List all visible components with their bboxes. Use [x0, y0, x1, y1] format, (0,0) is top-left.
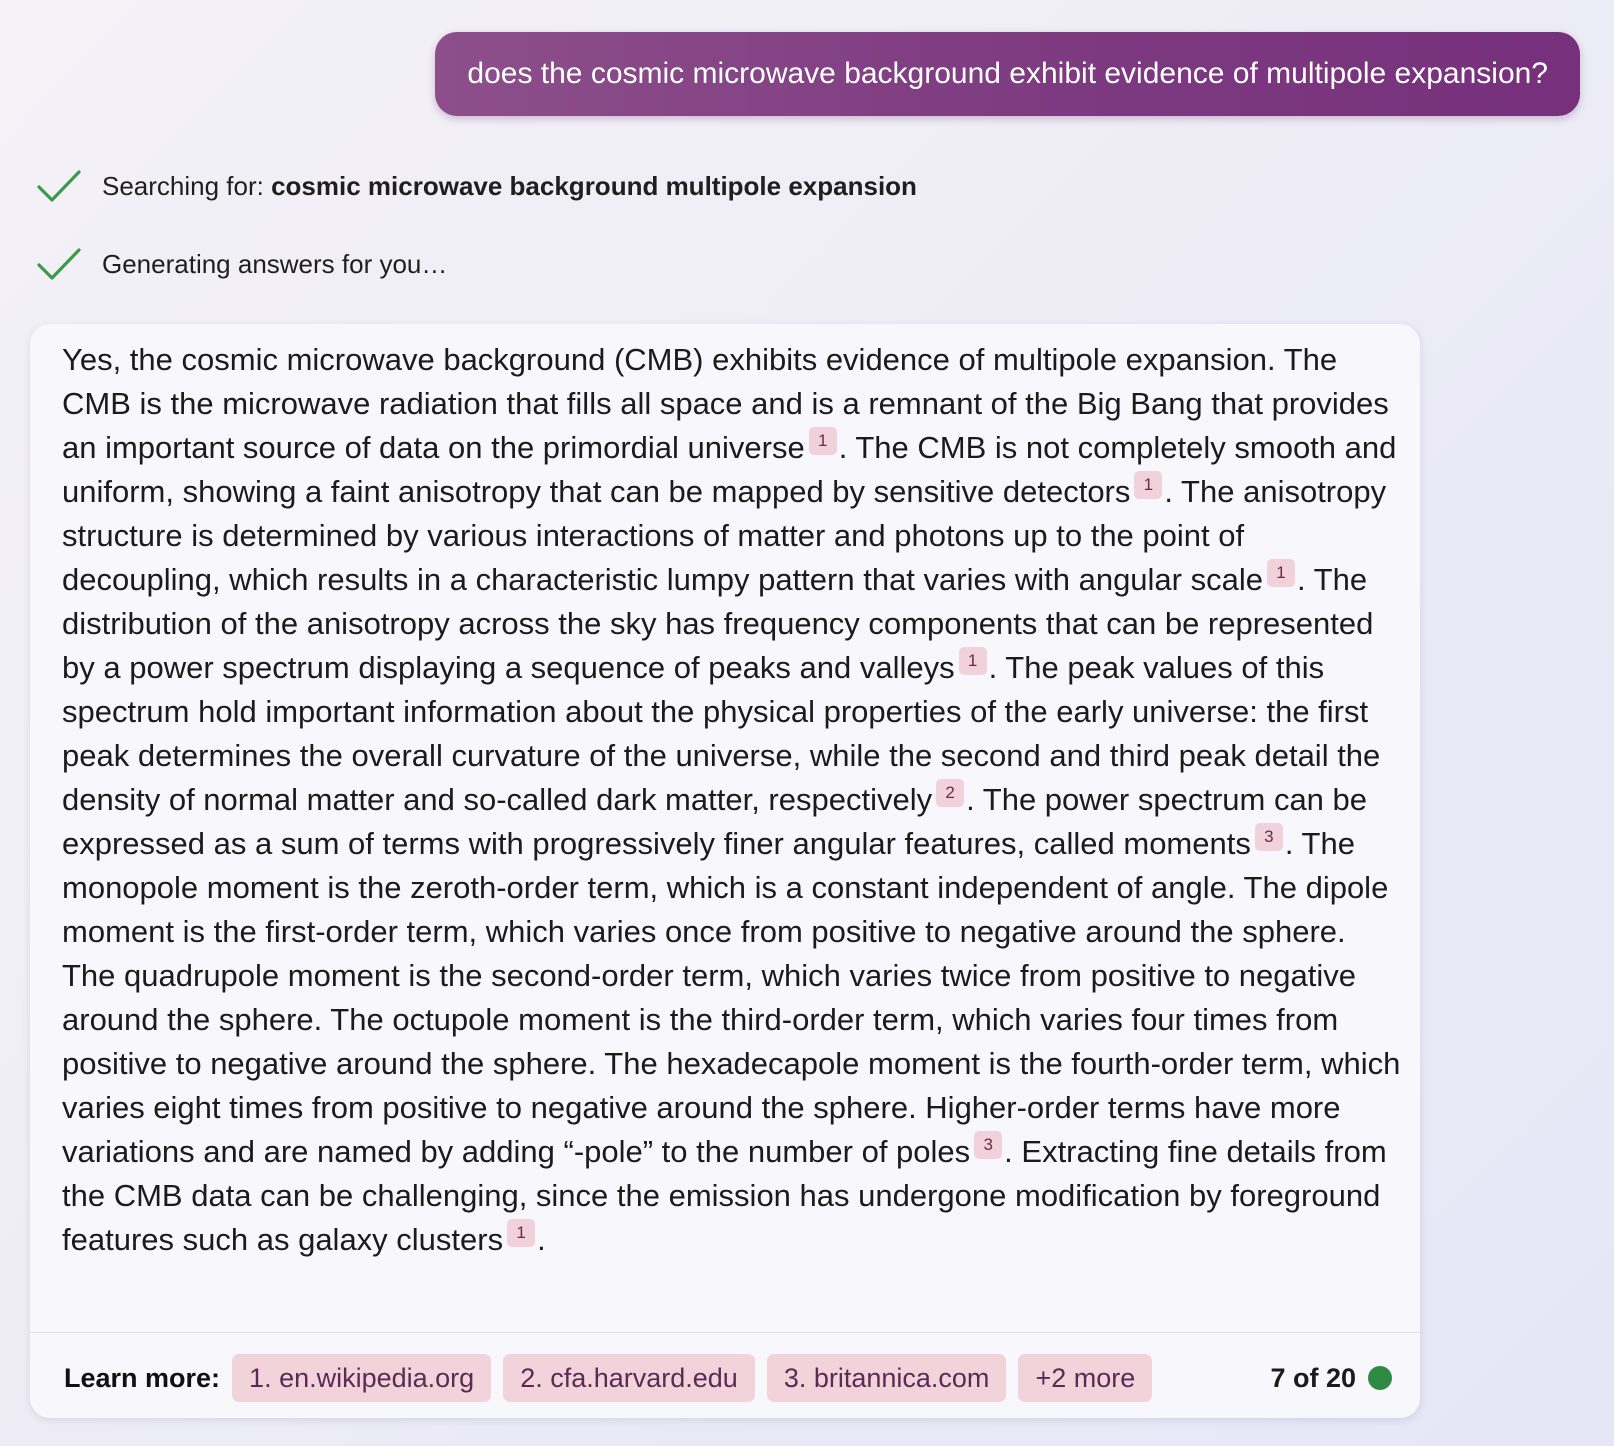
citation-badge[interactable]: 3: [1255, 823, 1283, 851]
answer-segment: Yes, the cosmic microwave background (CMB) exhibits evidence of multipole expansion. The CMB is the microwave radiation that fills all space and is a remnant of the Big Bang that provides an important source of data on the primordial universe: [62, 342, 1389, 465]
citation-badge[interactable]: 1: [959, 647, 987, 675]
answer-segment: . The distribution of the anisotropy across the sky has frequency components that can be represented by a power spectrum displaying a sequence of peaks and valleys: [62, 562, 1374, 685]
learn-more-label: Learn more:: [64, 1362, 221, 1393]
search-query: cosmic microwave background multipole expansion: [271, 170, 917, 201]
check-icon: [34, 166, 84, 206]
citation-badge[interactable]: 1: [809, 427, 837, 455]
learn-more-footer: [64, 1354, 1392, 1402]
searching-prefix: Searching for:: [102, 170, 272, 201]
turn-counter-label: 7 of 20: [1270, 1362, 1356, 1393]
answer-segment: . The CMB is not completely smooth and uniform, showing a faint anisotropy that can be mapped by sensitive detectors: [62, 430, 1397, 509]
searching-status: [34, 166, 917, 206]
answer-text: [62, 338, 1402, 1262]
more-sources-button[interactable]: +2 more: [1018, 1354, 1152, 1402]
check-icon: [34, 244, 84, 284]
citation-badge[interactable]: 2: [936, 779, 964, 807]
turn-counter: [1270, 1363, 1392, 1394]
answer-segment: . Extracting fine details from the CMB data can be challenging, since the emission has undergone modification by foreground features such as galaxy clusters: [62, 1134, 1387, 1257]
citation-badge[interactable]: 1: [1267, 559, 1295, 587]
user-message-bubble: does the cosmic microwave background exhibit evidence of multipole expansion?: [435, 32, 1580, 116]
citation-badge[interactable]: 3: [974, 1131, 1002, 1159]
answer-segment: . The peak values of this spectrum hold important information about the physical properties of the early universe: the first peak determines the overall curvature of the universe, while the second and third peak detail the density of normal matter and so-called dark matter, respectively: [62, 650, 1381, 817]
source-link-wikipedia[interactable]: 1. en.wikipedia.org: [232, 1354, 491, 1402]
answer-card: [30, 324, 1420, 1418]
citation-badge[interactable]: 1: [1134, 471, 1162, 499]
citation-badge[interactable]: 1: [507, 1219, 535, 1247]
answer-segment: . The monopole moment is the zeroth-order term, which is a constant independent of angle. The dipole moment is the first-order term, which varies once from positive to negative around the sphere. The quadrupole moment is the second-order term, which varies twice from positive to negative around the sphere. The octupole moment is the third-order term, which varies four times from positive to negative around the sphere. The hexadecapole moment is the fourth-order term, which varies eight times from positive to negative around the sphere. Higher-order terms have more variations and are named by adding “-pole” to the number of poles: [62, 826, 1401, 1169]
generating-label: Generating answers for you…: [102, 248, 448, 279]
source-link-harvard[interactable]: 2. cfa.harvard.edu: [503, 1354, 755, 1402]
source-link-britannica[interactable]: 3. britannica.com: [767, 1354, 1007, 1402]
status-dot-icon: [1368, 1366, 1392, 1390]
answer-segment: .: [537, 1222, 546, 1257]
generating-status: [34, 244, 447, 284]
answer-segment: . The power spectrum can be expressed as a sum of terms with progressively finer angular features, called moments: [62, 782, 1368, 861]
footer-divider: [30, 1332, 1420, 1333]
answer-segment: . The anisotropy structure is determined by various interactions of matter and photons up to the point of decoupling, which results in a characteristic lumpy pattern that varies with angular scale: [62, 474, 1387, 597]
